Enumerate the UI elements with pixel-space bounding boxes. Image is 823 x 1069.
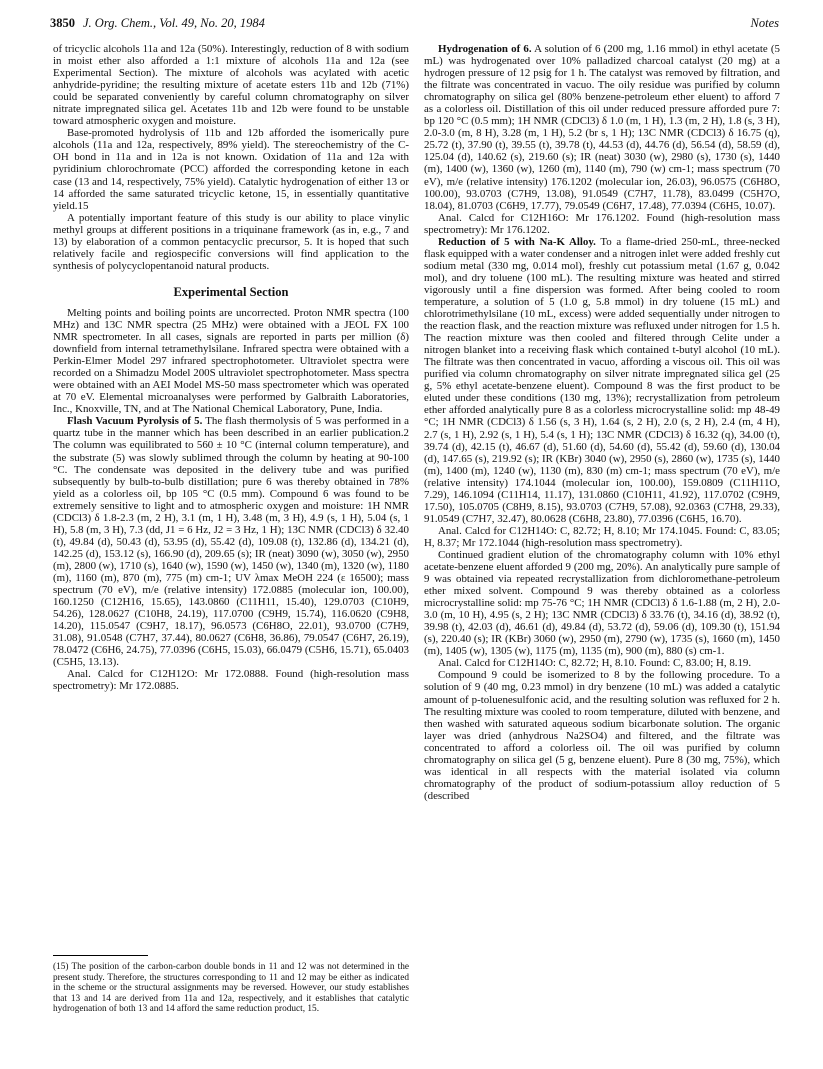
flash-pyrolysis-paragraph: [53, 415, 409, 668]
header-left: [50, 16, 265, 31]
gradient-elution-analysis: Anal. Calcd for C12H14O: C, 82.72; H, 8.10. Found: C, 83.00; H, 8.19.: [438, 657, 752, 670]
intro-paragraph: of tricyclic alcohols 11a and 12a (50%). Interestingly, reduction of 8 with sodium in moist ether also afforded a 1:1 mixture of alcohols 11a and 12a (see Experimental Section). The mixture of alcohols was acylated with acetic anhydride-pyridine; the resulting mixture of acetate esters 11b and 12b (71%) could be separated conveniently by careful column chromatography on silver nitrate impregnated silica gel. Acetates 11b and 12b were found to be unstable toward atmospheric oxygen and moisture.: [53, 43, 409, 128]
experimental-section-heading: Experimental Section: [173, 284, 289, 299]
isomerization-paragraph: Compound 9 could be isomerized to 8 by the following procedure. To a solution of 9 (40 mg, 0.23 mmol) in dry benzene (10 mL) was added a catalytic amount of p-toluenesulfonic acid, and the resulting solution was refluxed for 2 h. The resulting mixture was cooled to room temperature, diluted with benzene, and then washed with saturated aqueous sodium bicarbonate solution. The organic layer was dried (anhydrous Na2SO4) and filtered, and the filtrate was concentrated to afford a colorless oil. The oil was purified by column chromatography on silica gel (5 g, benzene eluent). Pure 8 (30 mg, 75%), which was identical in all respects with the material isolated via column chromatography of the product of sodium-potassium alloy reduction of 5 (described: [424, 669, 780, 802]
running-header: [50, 16, 779, 34]
flash-pyrolysis-analysis: Anal. Calcd for C12H12O: Mr 172.0888. Found (high-resolution mass spectrometry): Mr 172.0885.: [53, 668, 409, 693]
section-label: Notes: [750, 16, 779, 30]
page-number: 3850: [50, 16, 75, 30]
footnote-rule: [53, 955, 148, 956]
left-column: [53, 43, 409, 692]
reduction-paragraph: [424, 236, 780, 525]
general-methods-paragraph: Melting points and boiling points are uncorrected. Proton NMR spectra (100 MHz) and 13C NMR spectra (25 MHz) were obtained with a JEOL FX 100 NMR spectrometer. In all cases, signals are reported in parts per million (δ) downfield from internal tetramethylsilane. Infrared spectra were obtained with a Perkin-Elmer Model 297 infrared spectrophotometer. Ultraviolet spectra were recorded on a Shimadzu Model 200S ultraviolet spectrophotometer. Mass spectra were obtained with an AEI Model MS-50 mass spectrometer which was operated at 70 eV. Elemental microanalyses were performed by Galbraith Laboratories, Inc., Knoxville, TN, and at The National Chemical Laboratory, Pune, India.: [53, 306, 409, 416]
flash-pyrolysis-text: The flash thermolysis of 5 was performed in a quartz tube in the manner which has been described in an earlier publication.2 The column was equilibrated to 560 ± 10 °C (internal column temperature), and the substrate (5) was slowly sublimed through the column by heating at 90-100 °C. The condensate was deposited in the delivery tube and was purified subsequently by bulb-to-bulb distillation; pure 6 was thereby obtained in 78% yield as a colorless oil, bp 105 °C (0.5 mm). Compound 6 was found to be extremely sensitive to light and to atmospheric oxygen and moisture: 1H NMR (CDCl3) δ 1.8-2.3 (m, 2 H), 3.1 (m, 1 H), 3.48 (m, 3 H), 4.9 (s, 1 H), 5.04 (s, 1 H), 5.8 (m, 3 H), 7.3 (dd, J1 = 6 Hz, J2 = 3 Hz, 1 H); 13C NMR (CDCl3) δ 32.40 (t), 49.84 (d), 50.43 (d), 53.95 (d), 55.42 (d), 109.08 (t), 132.86 (d), 134.21 (d), 142.25 (d), 153.12 (s), 166.90 (d), 209.65 (s); IR (neat) 3090 (w), 3050 (w), 2950 (m), 2800 (w), 1710 (s), 1640 (w), 1590 (w), 1450 (w), 1340 (m), 1320 (w), 1180 (m), 1160 (m), 870 (m), 775 (m) cm-1; UV λmax MeOH 224 (ε 16500); mass spectrum (70 eV), m/e (relative intensity) 172.0885 (molecular ion, 100.00), 160.1250 (C12H16, 15.65), 143.0860 (C11H11, 15.40), 129.0703 (C10H9, 54.26), 128.0627 (C10H8, 24.19), 117.0700 (C9H9, 15.74), 116.0620 (C9H8, 14.20), 115.0547 (C9H7, 18.17), 96.0573 (C6H8O, 22.01), 93.0700 (C7H9, 31.08), 91.0548 (C7H7, 37.44), 80.0627 (C6H8, 36.86), 79.0547 (C6H7, 26.19), 78.0472 (C6H6, 24.75), 77.0396 (C6H5, 15.03), 66.0479 (C5H6, 15.71), 65.0403 (C5H5, 13.13).: [53, 415, 409, 669]
hydrogenation-heading: Hydrogenation of 6.: [438, 43, 532, 55]
gradient-elution-paragraph: Continued gradient elution of the chromatography column with 10% ethyl acetate-benzene eluent afforded 9 (200 mg, 20%). An analytically pure sample of 9 was obtained via repeated recrystallization from dichloromethane-petroleum ether mixed solvent. Compound 9 was thereby obtained as a colorless microcrystalline solid: mp 75-76 °C; 1H NMR (CDCl3) δ 1.6-1.88 (m, 2 H), 2.0-3.0 (m, 10 H), 4.95 (s, 2 H); 13C NMR (CDCl3) δ 33.76 (t), 34.16 (d), 38.92 (t), 39.98 (t), 42.03 (d), 46.61 (d), 49.84 (d), 53.72 (d), 59.06 (d), 109.30 (t), 151.94 (s), 220.40 (s); IR (KBr) 3060 (w), 2950 (m), 2790 (w), 1735 (s), 1660 (m), 1450 (m), 1405 (w), 1305 (w), 1175 (m), 1135 (m), 900 (m), 880 (s) cm-1.: [424, 548, 780, 658]
hydrogenation-analysis: Anal. Calcd for C12H16O: Mr 176.1202. Found (high-resolution mass spectrometry): Mr 176.1202.: [424, 211, 780, 236]
reduction-analysis: Anal. Calcd for C12H14O: C, 82.72; H, 8.10; Mr 174.1045. Found: C, 83.05; H, 8.37; Mr 172.1044 (high-resolution mass spectrometry).: [424, 524, 780, 549]
journal-citation: J. Org. Chem., Vol. 49, No. 20, 1984: [83, 16, 265, 30]
conclusion-paragraph: A potentially important feature of this study is our ability to place vinylic methyl groups at different positions in a triquinane framework (as in, e.g., 7 and 13) by elaboration of a common pentacyclic precursor, 5. It is hoped that such relatively facile and regiospecific conversions will find application to the synthesis of polycyclopentanoid natural products.: [53, 211, 409, 272]
hydrogenation-text: A solution of 6 (200 mg, 1.16 mmol) in ethyl acetate (5 mL) was hydrogenated over 10% palladized charcoal catalyst (20 mg) at a hydrogen pressure of 12 psig for 1 h. The catalyst was removed by filtration, and the filtrate was concentrated in vacuo. The oily residue was purified by column chromatography on silica gel (80% benzene-petroleum ether eluent) to afford 7 as a colorless oil. Distillation of this oil under reduced pressure afforded pure 7: bp 120 °C (0.5 mm); 1H NMR (CDCl3) δ 1.0 (m, 1 H), 1.3 (m, 2 H), 1.8 (s, 3 H), 2.0-3.0 (m, 8 H), 3.28 (m, 1 H), 5.2 (br s, 1 H); 13C NMR (CDCl3) δ 16.75 (q), 25.72 (t), 37.90 (t), 39.55 (t), 39.78 (t), 44.53 (d), 44.76 (d), 56.54 (d), 58.59 (d), 125.04 (d), 140.62 (s), 219.60 (s); IR (neat) 3030 (w), 2980 (s), 1730 (s), 1440 (m), 1400 (w), 1360 (w), 1260 (m), 1140 (m), 790 (w) cm-1; mass spectrum (70 eV), m/e (relative intensity) 176.1202 (molecular ion, 26.03), 96.0575 (C6H8O, 100.00), 93.0703 (C7H9, 13.08), 91.0549 (C7H7, 11.78), 83.0499 (C5H7O, 18.04), 81.0703 (C6H9, 17.77), 79.0549 (C6H7, 17.48), 77.0394 (C6H5, 10.07).: [424, 43, 780, 212]
reduction-heading: Reduction of 5 with Na-K Alloy.: [438, 235, 596, 248]
flash-pyrolysis-heading: Flash Vacuum Pyrolysis of 5.: [67, 415, 203, 428]
reduction-text: To a flame-dried 250-mL, three-necked flask equipped with a water condenser and a nitrogen inlet were added freshly cut sodium metal (330 mg, 0.014 mol), freshly cut potassium metal (1.67 g, 0.042 mol), and dry toluene (100 mL). The resulting mixture was heated and stirred vigorously until a fine dispersion was formed. After being cooled to room temperature, a solution of 5 (1.0 g, 5.8 mmol) in dry toluene (15 mL) and chlorotrimethylsilane (10 mL, excess) were added sequentially under nitrogen to the reaction flask, and the reaction mixture was refluxed under nitrogen for 1.5 h. The reaction mixture was then cooled and filtered through Celite under a nitrogen blanket into a receiving flask which contained t-butyl alcohol (10 mL). The filtrate was then concentrated in vacuo, affording a viscous oil. This oil was purified via column chromatography on silver nitrate impregnated silica gel (25 g, 5% ethyl acetate-benzene eluent). Compound 8 was the first product to be eluted under these conditions (130 mg, 13%); recrystallization from petroleum ether afforded analytically pure 8 as a colorless microcrystalline solid: mp 48-49 °C; 1H NMR (CDCl3) δ 1.56 (s, 3 H), 1.64 (s, 2 H), 2.0 (s, 2 H), 2.4 (m, 4 H), 2.7 (s, 1 H), 2.92 (s, 1 H), 5.4 (s, 1 H); 13C NMR (CDCl3) δ 16.32 (q), 34.00 (t), 39.74 (d), 42.15 (t), 46.67 (d), 51.60 (d), 54.60 (d), 55.42 (d), 59.60 (d), 130.04 (d), 147.65 (s), 219.92 (s); IR (KBr) 3040 (w), 2950 (s), 2860 (w), 1735 (s), 1440 (m), 1400 (m), 1240 (w), 1130 (m), 830 (m) cm-1; mass spectrum (70 eV), m/e (relative intensity) 174.1044 (molecular ion, 100.00), 159.0809 (C11H11O, 7.29), 146.1094 (C11H14, 11.17), 131.0860 (C10H11, 41.92), 117.0702 (C9H9, 17.50), 105.0705 (C8H9, 8.15), 93.0703 (C7H9, 57.08), 92.0363 (C7H8, 29.33), 91.0549 (C7H7, 32.47), 80.0628 (C6H8, 23.80), 77.0396 (C6H5, 16.70).: [424, 235, 780, 525]
right-column: [424, 43, 780, 802]
hydrogenation-paragraph: [424, 43, 780, 212]
hydrolysis-paragraph: Base-promoted hydrolysis of 11b and 12b afforded the isomerically pure alcohols (11a and 12a, respectively, 89% yield). The stereochemistry of the C-OH bond in 11a and in 12a is not known. Oxidation of 11a and 12a with pyridinium chlorochromate (PCC) afforded the corresponding ketone in each case (13 and 14, respectively, 75% yield). Catalytic hydrogenation of either 13 or 14 afforded the same saturated tricyclic ketone, 15, in essentially quantitative yield.15: [53, 127, 409, 212]
footnote-15: (15) The position of the carbon-carbon double bonds in 11 and 12 was not determined in the present study. Therefore, the structures corresponding to 11 and 12 may be either as indicated in the scheme or the structural assignments may be reversed. However, our study establishes that 13 and 14 are derived from 11a and 12a, respectively, and it establishes that catalytic hydrogenation of both 13 and 14 afford the same reduction product, 15.: [53, 962, 409, 1015]
